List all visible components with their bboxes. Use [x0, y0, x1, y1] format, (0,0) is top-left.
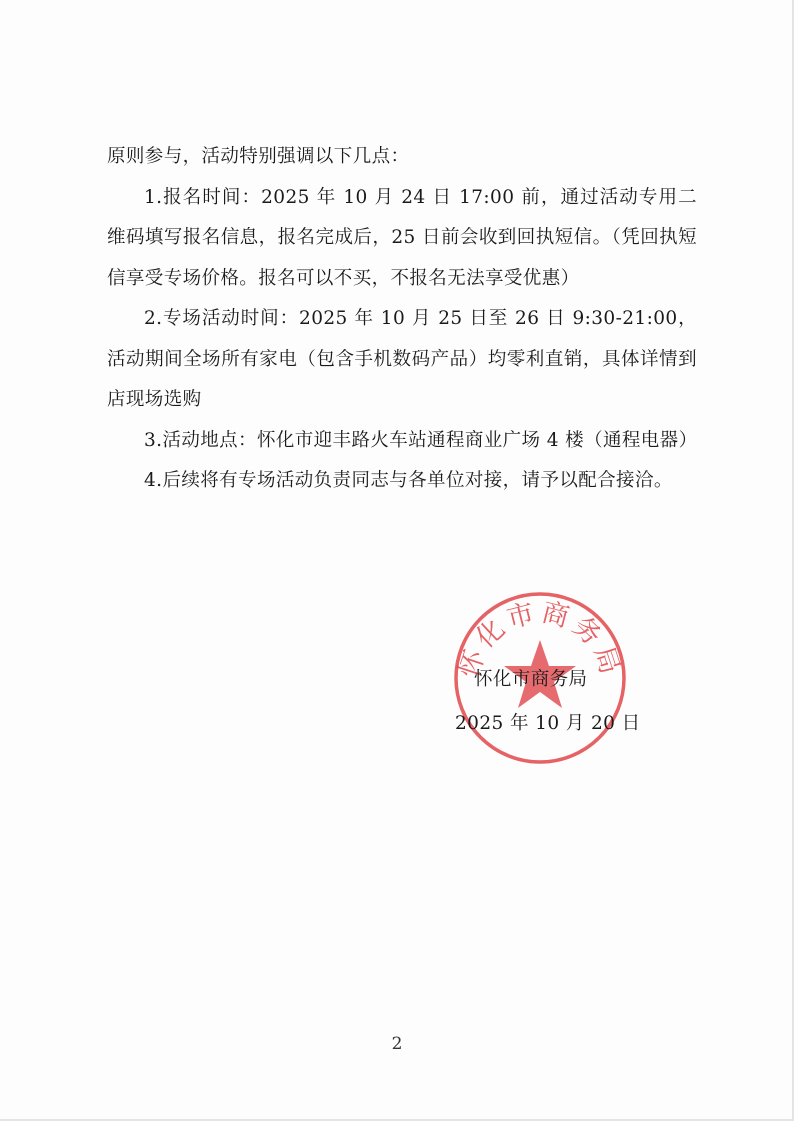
page-number: 2	[391, 1034, 403, 1054]
paragraph-intro: 原则参与，活动特别强调以下几点：	[107, 146, 410, 167]
document-body	[107, 137, 697, 502]
paragraph-item-2: 2.专场活动时间：2025 年 10 月 25 日至 26 日 9:30-21:00，活动期间全场所有家电（包含手机数码产品）均零利直销，具体详情到店现场选购	[107, 308, 697, 410]
signature-block	[455, 658, 655, 746]
signature-org: 怀化市商务局	[474, 669, 588, 690]
seal-text: 怀化市商务局	[453, 596, 627, 682]
paragraph-item-4: 4.后续将有专场活动负责同志与各单位对接，请予以配合接洽。	[144, 470, 673, 491]
paragraph-item-1: 1.报名时间：2025 年 10 月 24 日 17:00 前，通过活动专用二维码填写报名信息，报名完成后，25 日前会收到回执短信。（凭回执短信享受专场价格。报名可以不买，不报名无法享受优惠）	[107, 186, 697, 289]
paragraph-item-3: 3.活动地点：怀化市迎丰路火车站通程商业广场 4 楼（通程电器）	[144, 429, 698, 451]
signature-date: 2025 年 10 月 20 日	[455, 713, 641, 734]
